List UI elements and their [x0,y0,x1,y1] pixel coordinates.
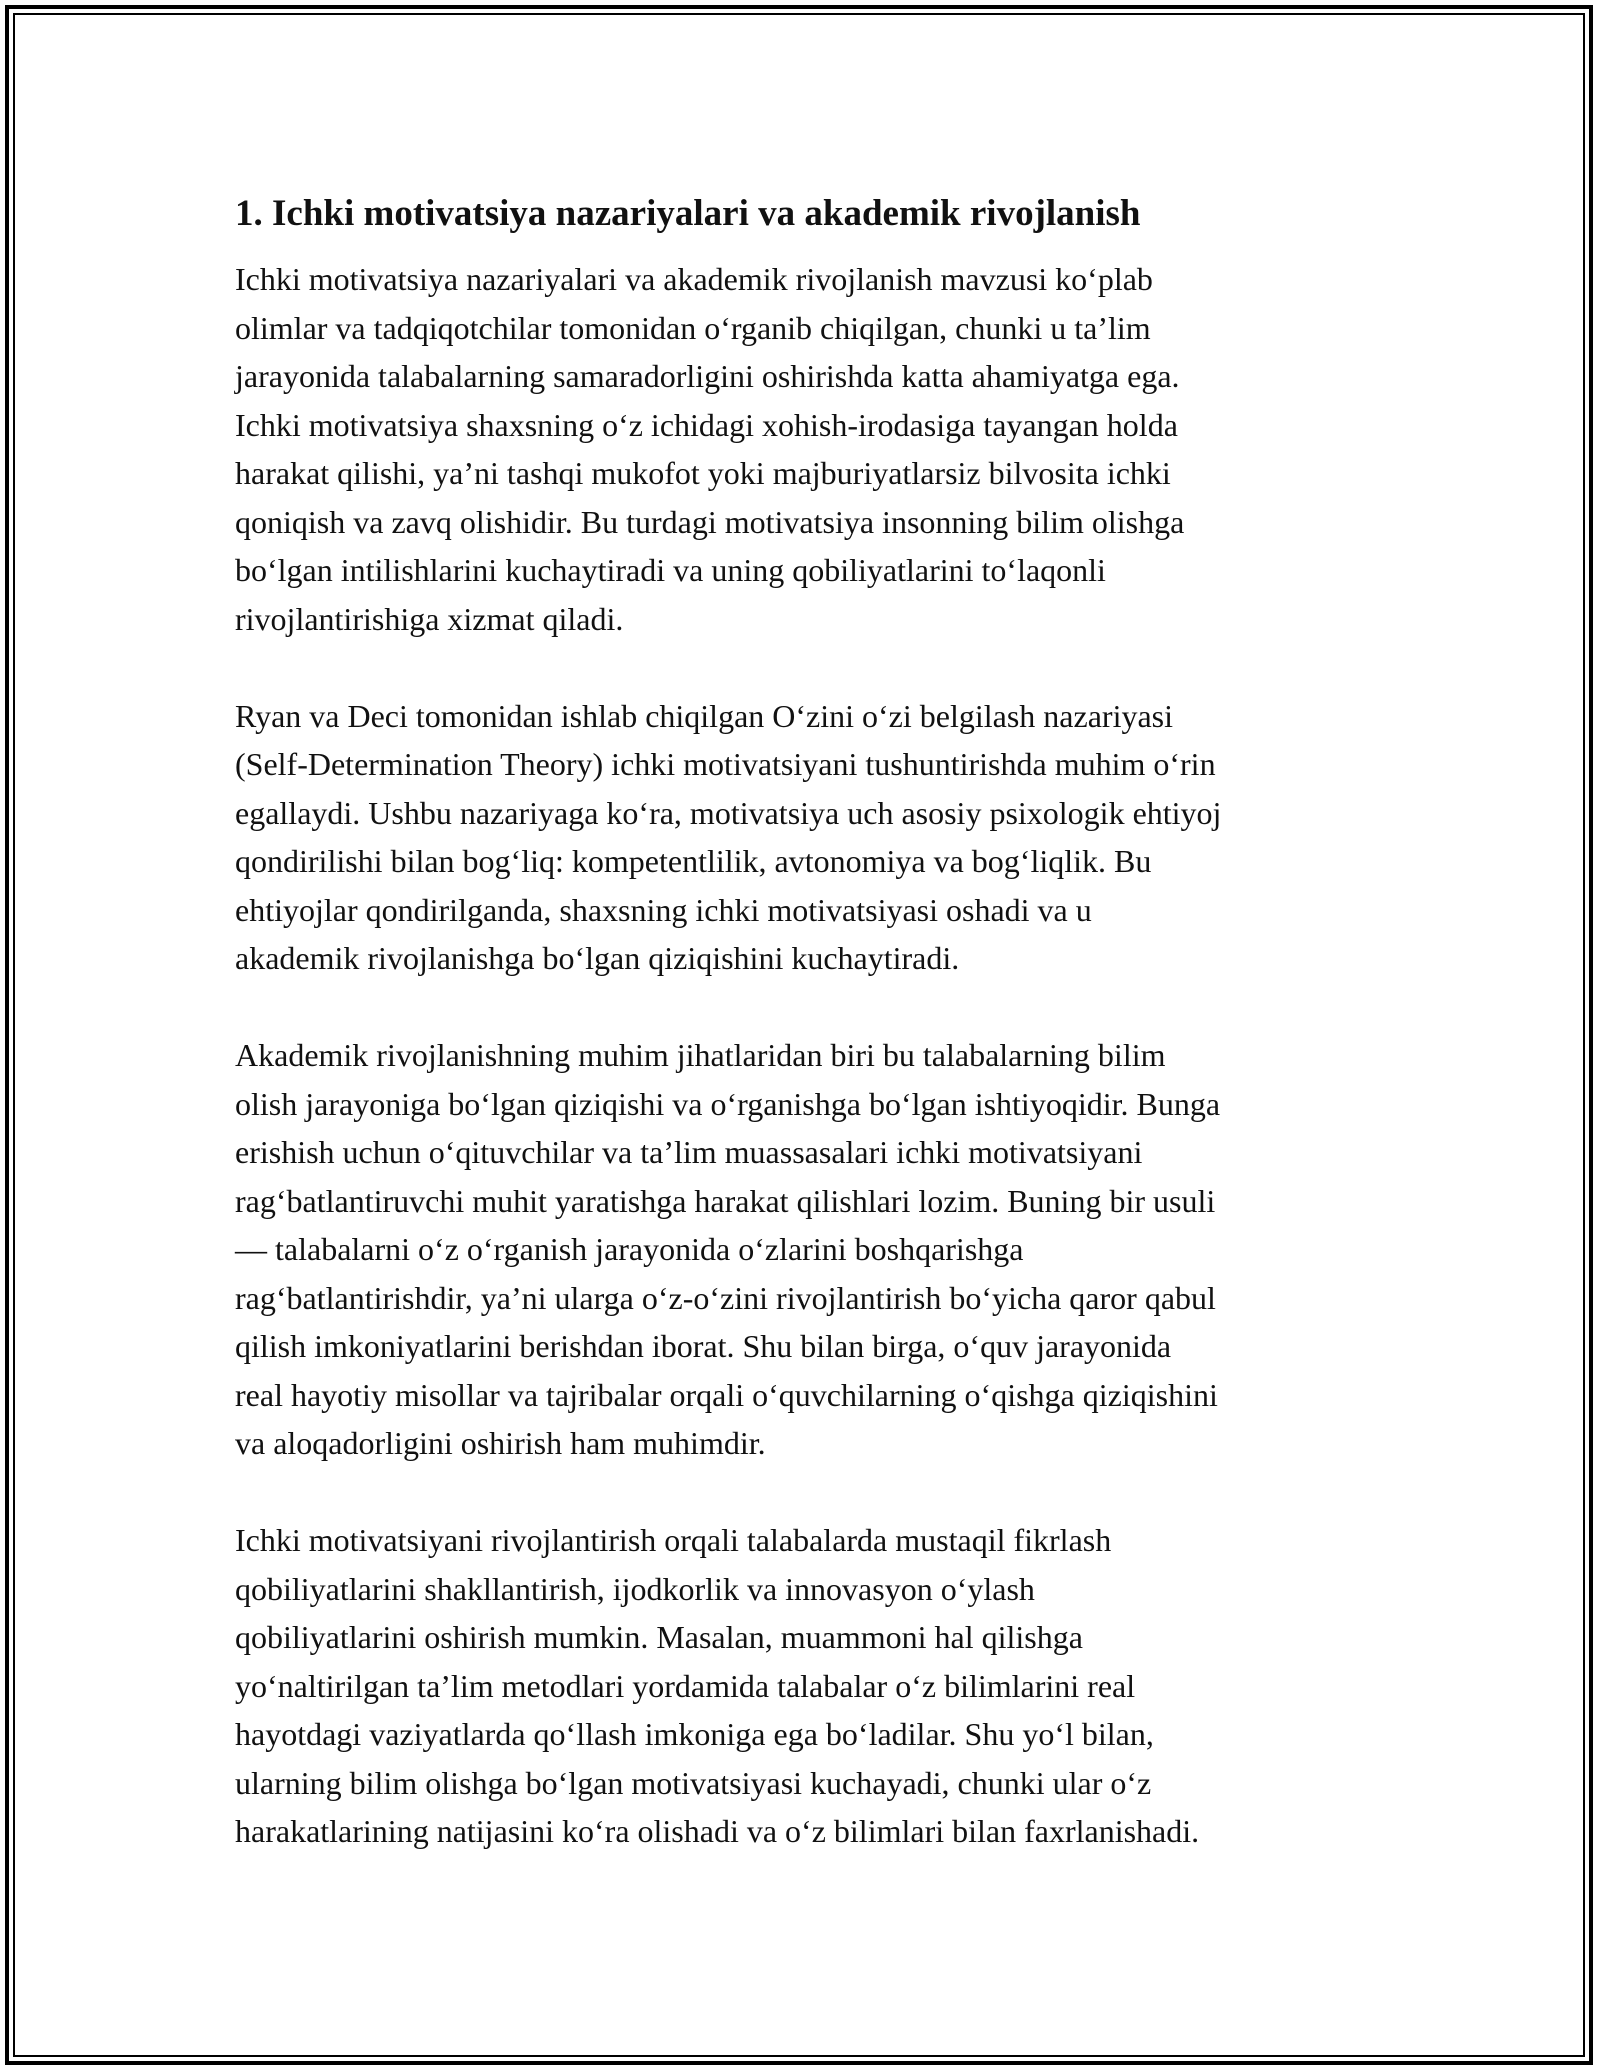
paragraph-container [235,255,1375,1856]
paragraph-line: boʻlgan intilishlarini kuchaytiradi va uning qobiliyatlarini toʻlaqonli [235,552,1106,588]
document-body [235,185,1375,1856]
paragraph-line: rivojlantirishiga xizmat qiladi. [235,600,624,637]
paragraph-line: hayotdagi vaziyatlarda qoʻllash imkoniga ega boʻladilar. Shu yoʻl bilan, [235,1716,1154,1752]
paragraph-line: real hayotiy misollar va tajribalar orqali oʻquvchilarning oʻqishga qiziqishini [235,1376,1218,1413]
paragraph-line: Ryan va Deci tomonidan ishlab chiqilgan Oʻzini oʻzi belgilash nazariyasi [235,697,1173,734]
paragraph-line: va aloqadorligini oshirish ham muhimdir. [235,1425,766,1461]
section-heading: 1. Ichki motivatsiya nazariyalari va akademik rivojlanish [235,193,1141,234]
paragraph-line: qilish imkoniyatlarini berishdan iborat. Shu bilan birga, oʻquv jarayonida [235,1328,1172,1364]
paragraph-line: Ichki motivatsiyani rivojlantirish orqali talabalarda mustaqil fikrlash [235,1522,1112,1558]
paragraph-line: olimlar va tadqiqotchilar tomonidan oʻrganib chiqilgan, chunki u taʼlim [235,309,1151,346]
paragraph-line: ehtiyojlar qondirilganda, shaxsning ichki motivatsiyasi oshadi va u [235,891,1092,928]
paragraph-line: (Self-Determination Theory) ichki motivatsiyani tushuntirishda muhim oʻrin [235,746,1216,782]
paragraph-line: egallaydi. Ushbu nazariyaga koʻra, motivatsiya uch asosiy psixologik ehtiyoj [235,794,1222,831]
paragraph-line: akademik rivojlanishga boʻlgan qiziqishini kuchaytiradi. [235,940,960,976]
paragraph-line: jarayonida talabalarning samaradorligini oshirishda katta ahamiyatga ega. [235,358,1180,394]
paragraph-line: Akademik rivojlanishning muhim jihatlaridan biri bu talabalarning bilim [235,1037,1166,1073]
body-paragraph [235,1031,1375,1468]
paragraph-line: erishish uchun oʻqituvchilar va taʼlim muassasalari ichki motivatsiyani [235,1134,1143,1170]
paragraph-line: harakat qilishi, yaʼni tashqi mukofot yoki majburiyatlarsiz bilvosita ichki [235,455,1171,491]
paragraph-line: olish jarayoniga boʻlgan qiziqishi va oʻrganishga boʻlgan ishtiyoqidir. Bunga [235,1085,1221,1122]
paragraph-line: qobiliyatlarini shakllantirish, ijodkorlik va innovasyon oʻylash [235,1570,1035,1607]
paragraph-line: yoʻnaltirilgan taʼlim metodlari yordamida talabalar oʻz bilimlarini real [235,1667,1136,1704]
paragraph-line: ularning bilim olishga boʻlgan motivatsiyasi kuchayadi, chunki ular oʻz [235,1764,1152,1801]
paragraph-line: — talabalarni oʻz oʻrganish jarayonida oʻzlarini boshqarishga [235,1231,1024,1267]
paragraph-line: qoniqish va zavq olishidir. Bu turdagi motivatsiya insonning bilim olishga [235,503,1185,540]
body-paragraph [235,1516,1375,1856]
paragraph-line: qobiliyatlarini oshirish mumkin. Masalan, muammoni hal qilishga [235,1619,1083,1655]
paragraph-line: ragʻbatlantiruvchi muhit yaratishga harakat qilishlari lozim. Buning bir usuli [235,1182,1216,1219]
paragraph-line: Ichki motivatsiya shaxsning oʻz ichidagi xohish-irodasiga tayangan holda [235,406,1178,443]
body-paragraph [235,255,1375,643]
paragraph-line: ragʻbatlantirishdir, yaʼni ularga oʻz-oʻzini rivojlantirish boʻyicha qaror qabul [235,1279,1216,1316]
paragraph-line: Ichki motivatsiya nazariyalari va akademik rivojlanish mavzusi koʻplab [235,261,1153,297]
paragraph-line: harakatlarining natijasini koʻra olishadi va oʻz bilimlari bilan faxrlanishadi. [235,1813,1200,1849]
paragraph-line: qondirilishi bilan bogʻliq: kompetentlilik, avtonomiya va bogʻliqlik. Bu [235,843,1152,879]
body-paragraph [235,692,1375,983]
